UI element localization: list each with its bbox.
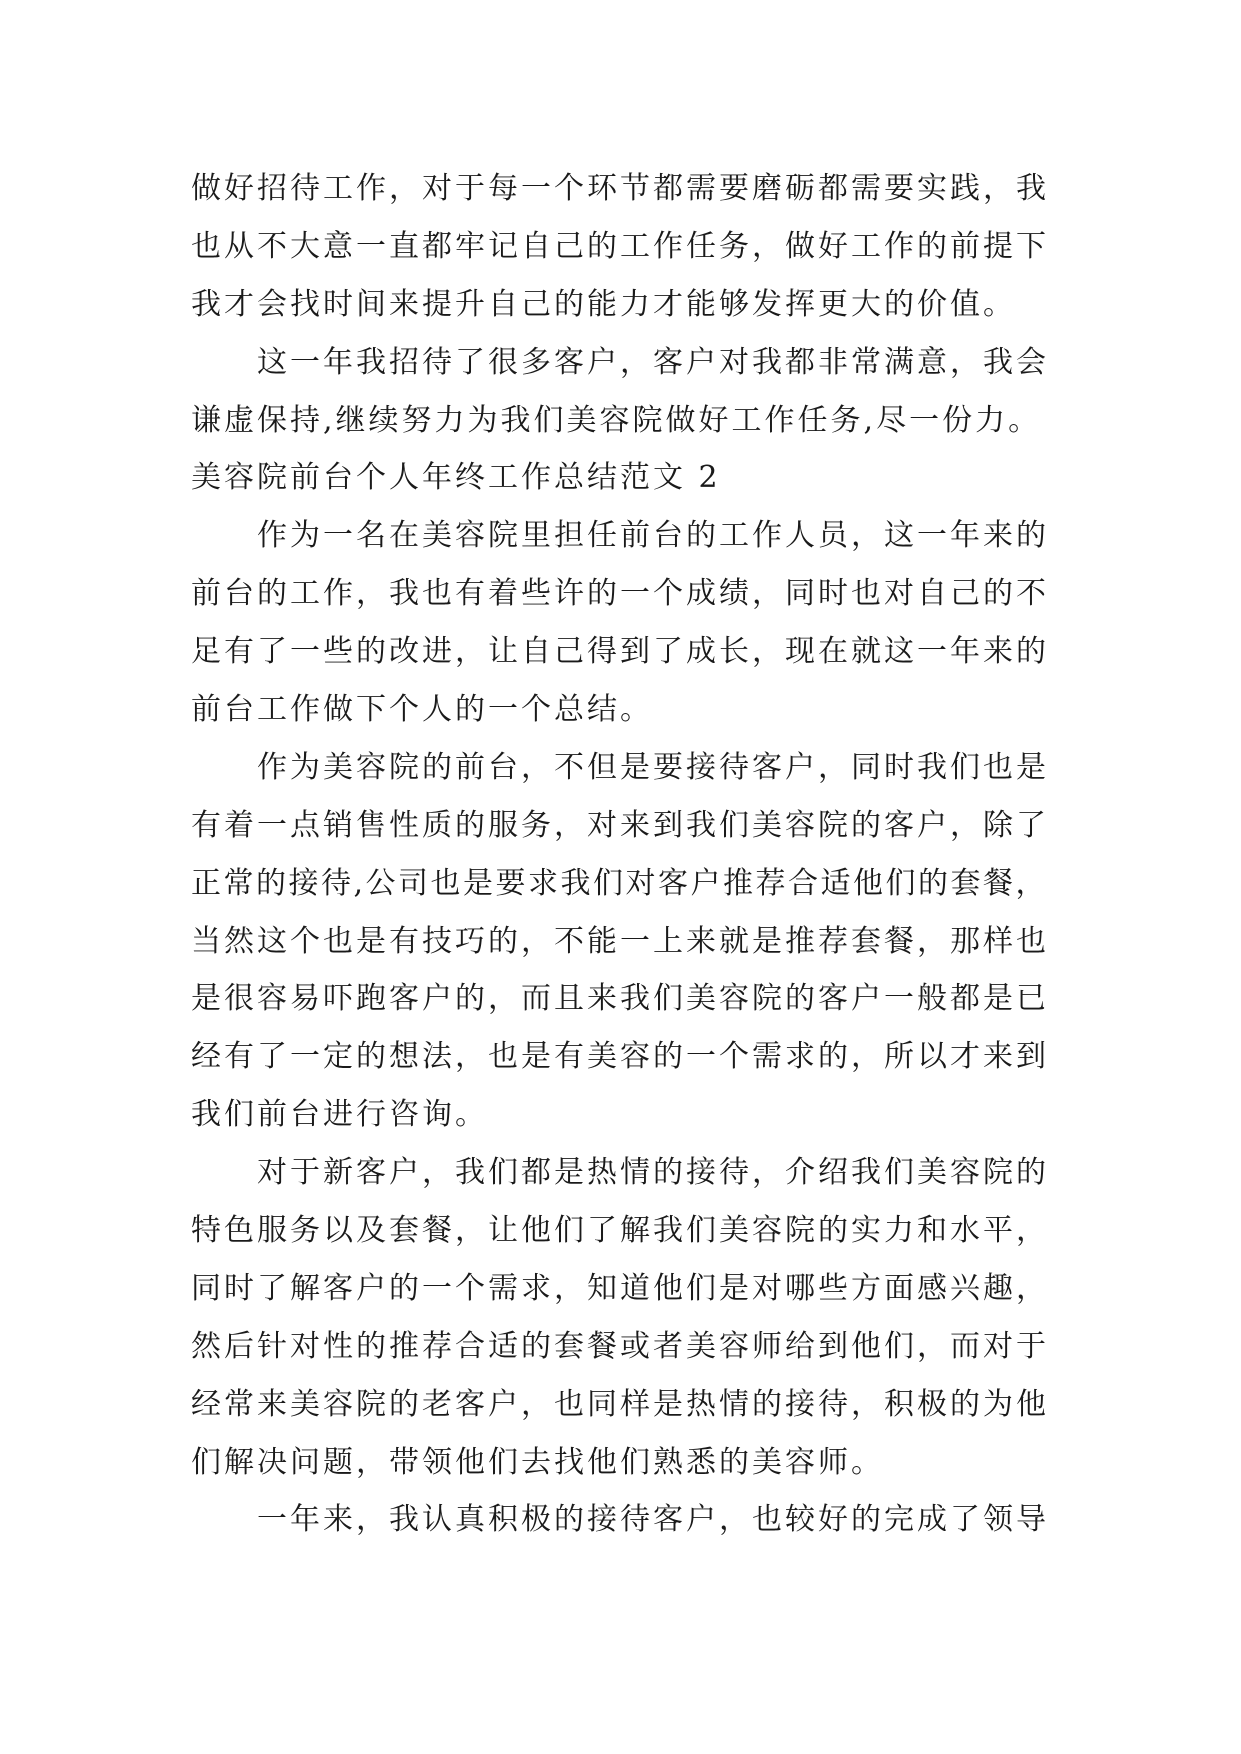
text-line: 然后针对性的推荐合适的套餐或者美容师给到他们，而对于 [191,1328,1049,1364]
text-line: 们解决问题，带领他们去找他们熟悉的美容师。 [191,1444,884,1480]
document-body [191,160,1051,1549]
text-line: 谦虚保持,继续努力为我们美容院做好工作任务,尽一份力。 [191,402,1042,438]
text-line: 这一年我招待了很多客户，客户对我都非常满意，我会 [257,344,1049,380]
text-line: 前台工作做下个人的一个总结。 [191,692,653,728]
text-line: 作为美容院的前台，不但是要接待客户，同时我们也是 [257,749,1049,785]
text-line: 前台的工作，我也有着些许的一个成绩，同时也对自己的不 [191,576,1049,612]
text-line: 对于新客户，我们都是热情的接待，介绍我们美容院的 [257,1155,1049,1191]
text-line: 同时了解客户的一个需求，知道他们是对哪些方面感兴趣， [191,1270,1049,1306]
text-line: 一年来，我认真积极的接待客户，也较好的完成了领导 [257,1502,1049,1538]
text-line: 我才会找时间来提升自己的能力才能够发挥更大的价值。 [191,286,1016,322]
text-line: 我们前台进行咨询。 [191,1097,488,1133]
text-line: 足有了一些的改进，让自己得到了成长，现在就这一年来的 [191,634,1049,670]
text-line: 也从不大意一直都牢记自己的工作任务，做好工作的前提下 [191,228,1049,264]
text-line: 特色服务以及套餐，让他们了解我们美容院的实力和水平， [191,1213,1049,1249]
text-line: 经有了一定的想法，也是有美容的一个需求的，所以才来到 [191,1039,1049,1075]
text-line: 是很容易吓跑客户的，而且来我们美容院的客户一般都是已 [191,981,1049,1017]
text-line: 正常的接待,公司也是要求我们对客户推荐合适他们的套餐， [191,865,1049,901]
section-heading: 美容院前台个人年终工作总结范文 2 [191,460,721,496]
text-line: 有着一点销售性质的服务，对来到我们美容院的客户，除了 [191,807,1049,843]
text-line: 作为一名在美容院里担任前台的工作人员，这一年来的 [257,518,1049,554]
text-line: 经常来美容院的老客户，也同样是热情的接待，积极的为他 [191,1386,1049,1422]
text-line: 当然这个也是有技巧的，不能一上来就是推荐套餐，那样也 [191,923,1049,959]
text-line: 做好招待工作，对于每一个环节都需要磨砺都需要实践，我 [191,171,1049,206]
